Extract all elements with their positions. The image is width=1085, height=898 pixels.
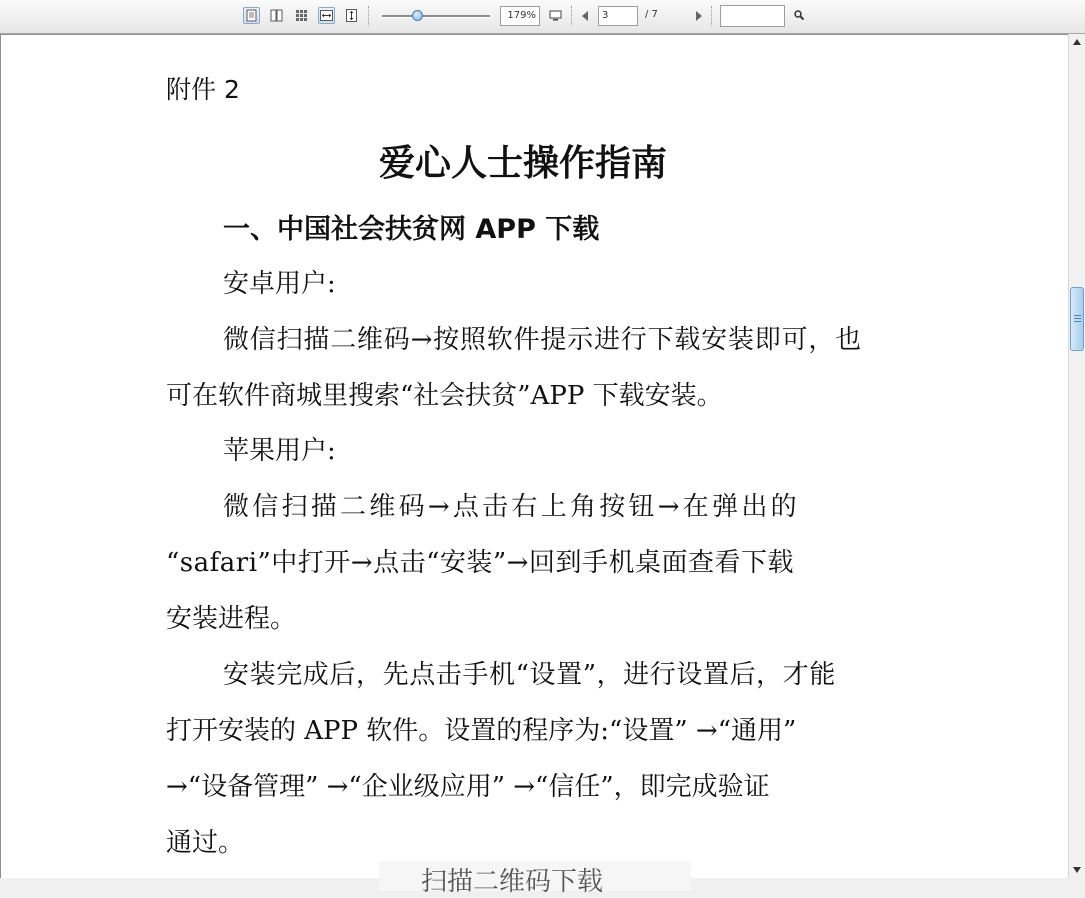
thumbnail-grid-icon <box>295 9 308 22</box>
paragraph-line: 可在软件商城里搜索“社会扶贫”APP 下载安装。 <box>166 381 723 411</box>
two-page-icon <box>270 9 283 22</box>
grip-line <box>1074 318 1081 319</box>
grip-line <box>1074 315 1081 316</box>
paragraph-line: 安卓用户: <box>223 269 336 299</box>
page-total-label: / 7 <box>645 9 658 20</box>
single-page-view-button[interactable] <box>243 7 260 24</box>
toolbar-separator <box>368 6 371 26</box>
pdf-toolbar <box>0 0 1085 34</box>
paragraph-line: 安装完成后，先点击手机“设置”，进行设置后，才能 <box>223 660 836 690</box>
paragraph-line: 安装进程。 <box>166 604 297 634</box>
single-page-icon <box>245 9 258 22</box>
zoom-slider-knob[interactable] <box>412 10 423 21</box>
toolbar-separator <box>571 6 574 26</box>
paragraph-line: “safari”中打开→点击“安装”→回到手机桌面查看下载 <box>166 548 794 578</box>
document-title: 爱心人士操作指南 <box>379 143 668 184</box>
scroll-up-arrow-icon[interactable] <box>1073 39 1081 45</box>
fit-height-button[interactable] <box>343 7 360 24</box>
paragraph-line: 微 信 扫 描 二 维 码 → 点 击 右 上 角 按 钮 → 在 弹 出 的 <box>223 492 797 522</box>
paragraph-line: 打开安装的 APP 软件。设置的程序为:“设置” →“通用” <box>166 716 797 746</box>
paragraph-line: →“设备管理” →“企业级应用” →“信任”，即完成验证 <box>166 772 770 802</box>
search-button[interactable] <box>791 7 808 24</box>
zoom-slider-track[interactable] <box>382 15 490 18</box>
document-viewer[interactable] <box>0 34 1068 897</box>
section-heading: 一、中国社会扶贫网 APP 下载 <box>223 214 600 245</box>
paragraph-line: 微信扫描二维码→按照软件提示进行下载安装即可，也 <box>223 325 862 355</box>
fit-height-icon <box>345 9 358 22</box>
annex-label: 附件 2 <box>166 75 240 104</box>
grip-line <box>1074 321 1081 322</box>
fullscreen-button[interactable] <box>547 7 564 24</box>
scrollbar-thumb[interactable] <box>1070 287 1084 351</box>
next-page-icon[interactable] <box>696 11 702 21</box>
toolbar-separator <box>711 6 714 26</box>
fit-width-icon <box>320 9 333 22</box>
previous-page-icon[interactable] <box>582 11 588 21</box>
search-icon <box>793 9 806 22</box>
paragraph-line: 通过。 <box>166 828 245 858</box>
current-page-field[interactable]: 3 <box>598 6 638 26</box>
thumbnail-view-button[interactable] <box>293 7 310 24</box>
qr-image-caption: 扫描二维码下载 <box>421 867 604 897</box>
vertical-scrollbar[interactable] <box>1068 34 1085 878</box>
monitor-icon <box>549 9 562 22</box>
fit-width-button[interactable] <box>318 7 335 24</box>
scroll-down-arrow-icon[interactable] <box>1073 867 1081 873</box>
paragraph-line: 苹果用户: <box>223 436 336 466</box>
zoom-level-field[interactable]: 179% <box>500 6 540 26</box>
search-input[interactable] <box>720 5 785 27</box>
two-page-view-button[interactable] <box>268 7 285 24</box>
